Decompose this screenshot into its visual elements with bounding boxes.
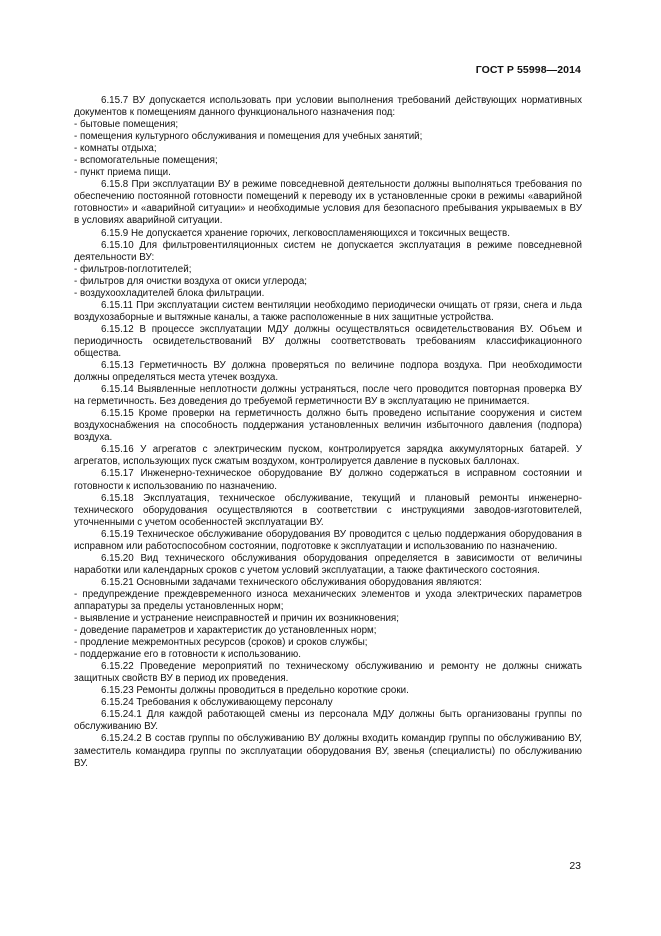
paragraph: 6.15.18 Эксплуатация, техническое обслуживание, текущий и плановый ремонты инженерно-технического оборудования осуществляются в соответствии с инструкциями заводов-изготовителей, уточненными с учетом особенностей эксплуатации ВУ. — [74, 492, 582, 528]
list-item: - пункт приема пищи. — [74, 167, 171, 179]
paragraph: 6.15.22 Проведение мероприятий по техническому обслуживанию и ремонту не должны снижать защитных свойств ВУ в период их проведения. — [74, 661, 582, 685]
paragraph: 6.15.23 Ремонты должны проводиться в предельно короткие сроки. — [101, 685, 409, 697]
list-item: - предупреждение преждевременного износа механических элементов и ухода электрических параметров аппаратуры за пределы установленных норм; — [74, 588, 582, 612]
paragraph: 6.15.14 Выявленные неплотности должны устраняться, после чего проводится повторная проверка ВУ на герметичность. Без доведения до требуемой герметичности ВУ в эксплуатацию не принимается. — [74, 384, 582, 408]
paragraph: 6.15.17 Инженерно-техническое оборудование ВУ должно содержаться в исправном состоянии и готовности к использованию по назначению. — [74, 468, 582, 492]
paragraph: 6.15.16 У агрегатов с электрическим пуском, контролируется зарядка аккумуляторных батарей. У агрегатов, использующих пуск сжатым воздухом, контролируется давление в пусковых баллонах. — [74, 444, 582, 468]
list-item: - воздухоохладителей блока фильтрации. — [74, 287, 265, 299]
paragraph: 6.15.10 Для фильтровентиляционных систем не допускается эксплуатация в режиме повседневной деятельности ВУ: — [74, 239, 582, 263]
section-heading: 6.15.24 Требования к обслуживающему персоналу — [101, 697, 333, 709]
paragraph: 6.15.20 Вид технического обслуживания оборудования определяется в зависимости от величины наработки или календарных сроков с учетом условий эксплуатации, а также фактического состояния. — [74, 552, 582, 576]
list-item: - бытовые помещения; — [74, 119, 179, 131]
list-item: - фильтров для очистки воздуха от окиси углерода; — [74, 275, 308, 287]
paragraph: 6.15.24.2 В состав группы по обслуживанию ВУ должны входить командир группы по обслуживанию ВУ, заместитель командира группы по эксплуатации оборудования ВУ, звенья (специалисты) по обслуживанию ВУ. — [74, 733, 582, 769]
paragraph: 6.15.15 Кроме проверки на герметичность должно быть проведено испытание сооружения и систем воздухоснабжения на способность поддержания установленных величин избыточного давления (подпора) воздуха. — [74, 408, 582, 444]
list-item: - поддержание его в готовности к использованию. — [74, 649, 301, 661]
list-item: - выявление и устранение неисправностей и причин их возникновения; — [74, 613, 399, 625]
list-item: - продление межремонтных ресурсов (сроков) и сроков службы; — [74, 637, 368, 649]
paragraph: 6.15.19 Техническое обслуживание оборудования ВУ проводится с целью поддержания оборудования в исправном или работоспособном состоянии, подготовке к эксплуатации и использованию по назначению. — [74, 528, 582, 552]
paragraph: 6.15.9 Не допускается хранение горючих, легковоспламеняющихся и токсичных веществ. — [101, 227, 510, 239]
standard-designation: ГОСТ Р 55998—2014 — [475, 64, 581, 76]
paragraph: 6.15.11 При эксплуатации систем вентиляции необходимо периодически очищать от грязи, снега и льда воздухозаборные и вытяжные каналы, а также расположенные в них защитные устройства. — [74, 299, 582, 323]
document-body — [74, 95, 582, 770]
list-item: - комнаты отдыха; — [74, 143, 157, 155]
paragraph: 6.15.12 В процессе эксплуатации МДУ должны осуществляться освидетельствования ВУ. Объем и периодичность освидетельствований ВУ должны соответствовать требованиям классификационного общества. — [74, 323, 582, 359]
paragraph: 6.15.21 Основными задачами технического обслуживания оборудования являются: — [101, 576, 482, 588]
paragraph: 6.15.8 При эксплуатации ВУ в режиме повседневной деятельности должны выполняться требования по обеспечению постоянной готовности помещений к переводу их в установленные сроки в режимы «аварийной готовности» и «аварийной ситуации» и необходимые условия для безопасного пребывания укрываемых в ВУ в условиях аварийной ситуации. — [74, 179, 582, 227]
list-item: - фильтров-поглотителей; — [74, 263, 192, 275]
list-item: - вспомогательные помещения; — [74, 155, 218, 167]
paragraph: 6.15.7 ВУ допускается использовать при условии выполнения требований действующих нормативных документов к помещениям данного функционального назначения под: — [74, 95, 582, 119]
paragraph: 6.15.13 Герметичность ВУ должна проверяться по величине подпора воздуха. При необходимости должны определяться места утечек воздуха. — [74, 360, 582, 384]
page-number: 23 — [569, 860, 581, 872]
paragraph: 6.15.24.1 Для каждой работающей смены из персонала МДУ должны быть организованы группы по обслуживанию ВУ. — [74, 709, 582, 733]
list-item: - помещения культурного обслуживания и помещения для учебных занятий; — [74, 131, 423, 143]
list-item: - доведение параметров и характеристик до установленных норм; — [74, 625, 377, 637]
